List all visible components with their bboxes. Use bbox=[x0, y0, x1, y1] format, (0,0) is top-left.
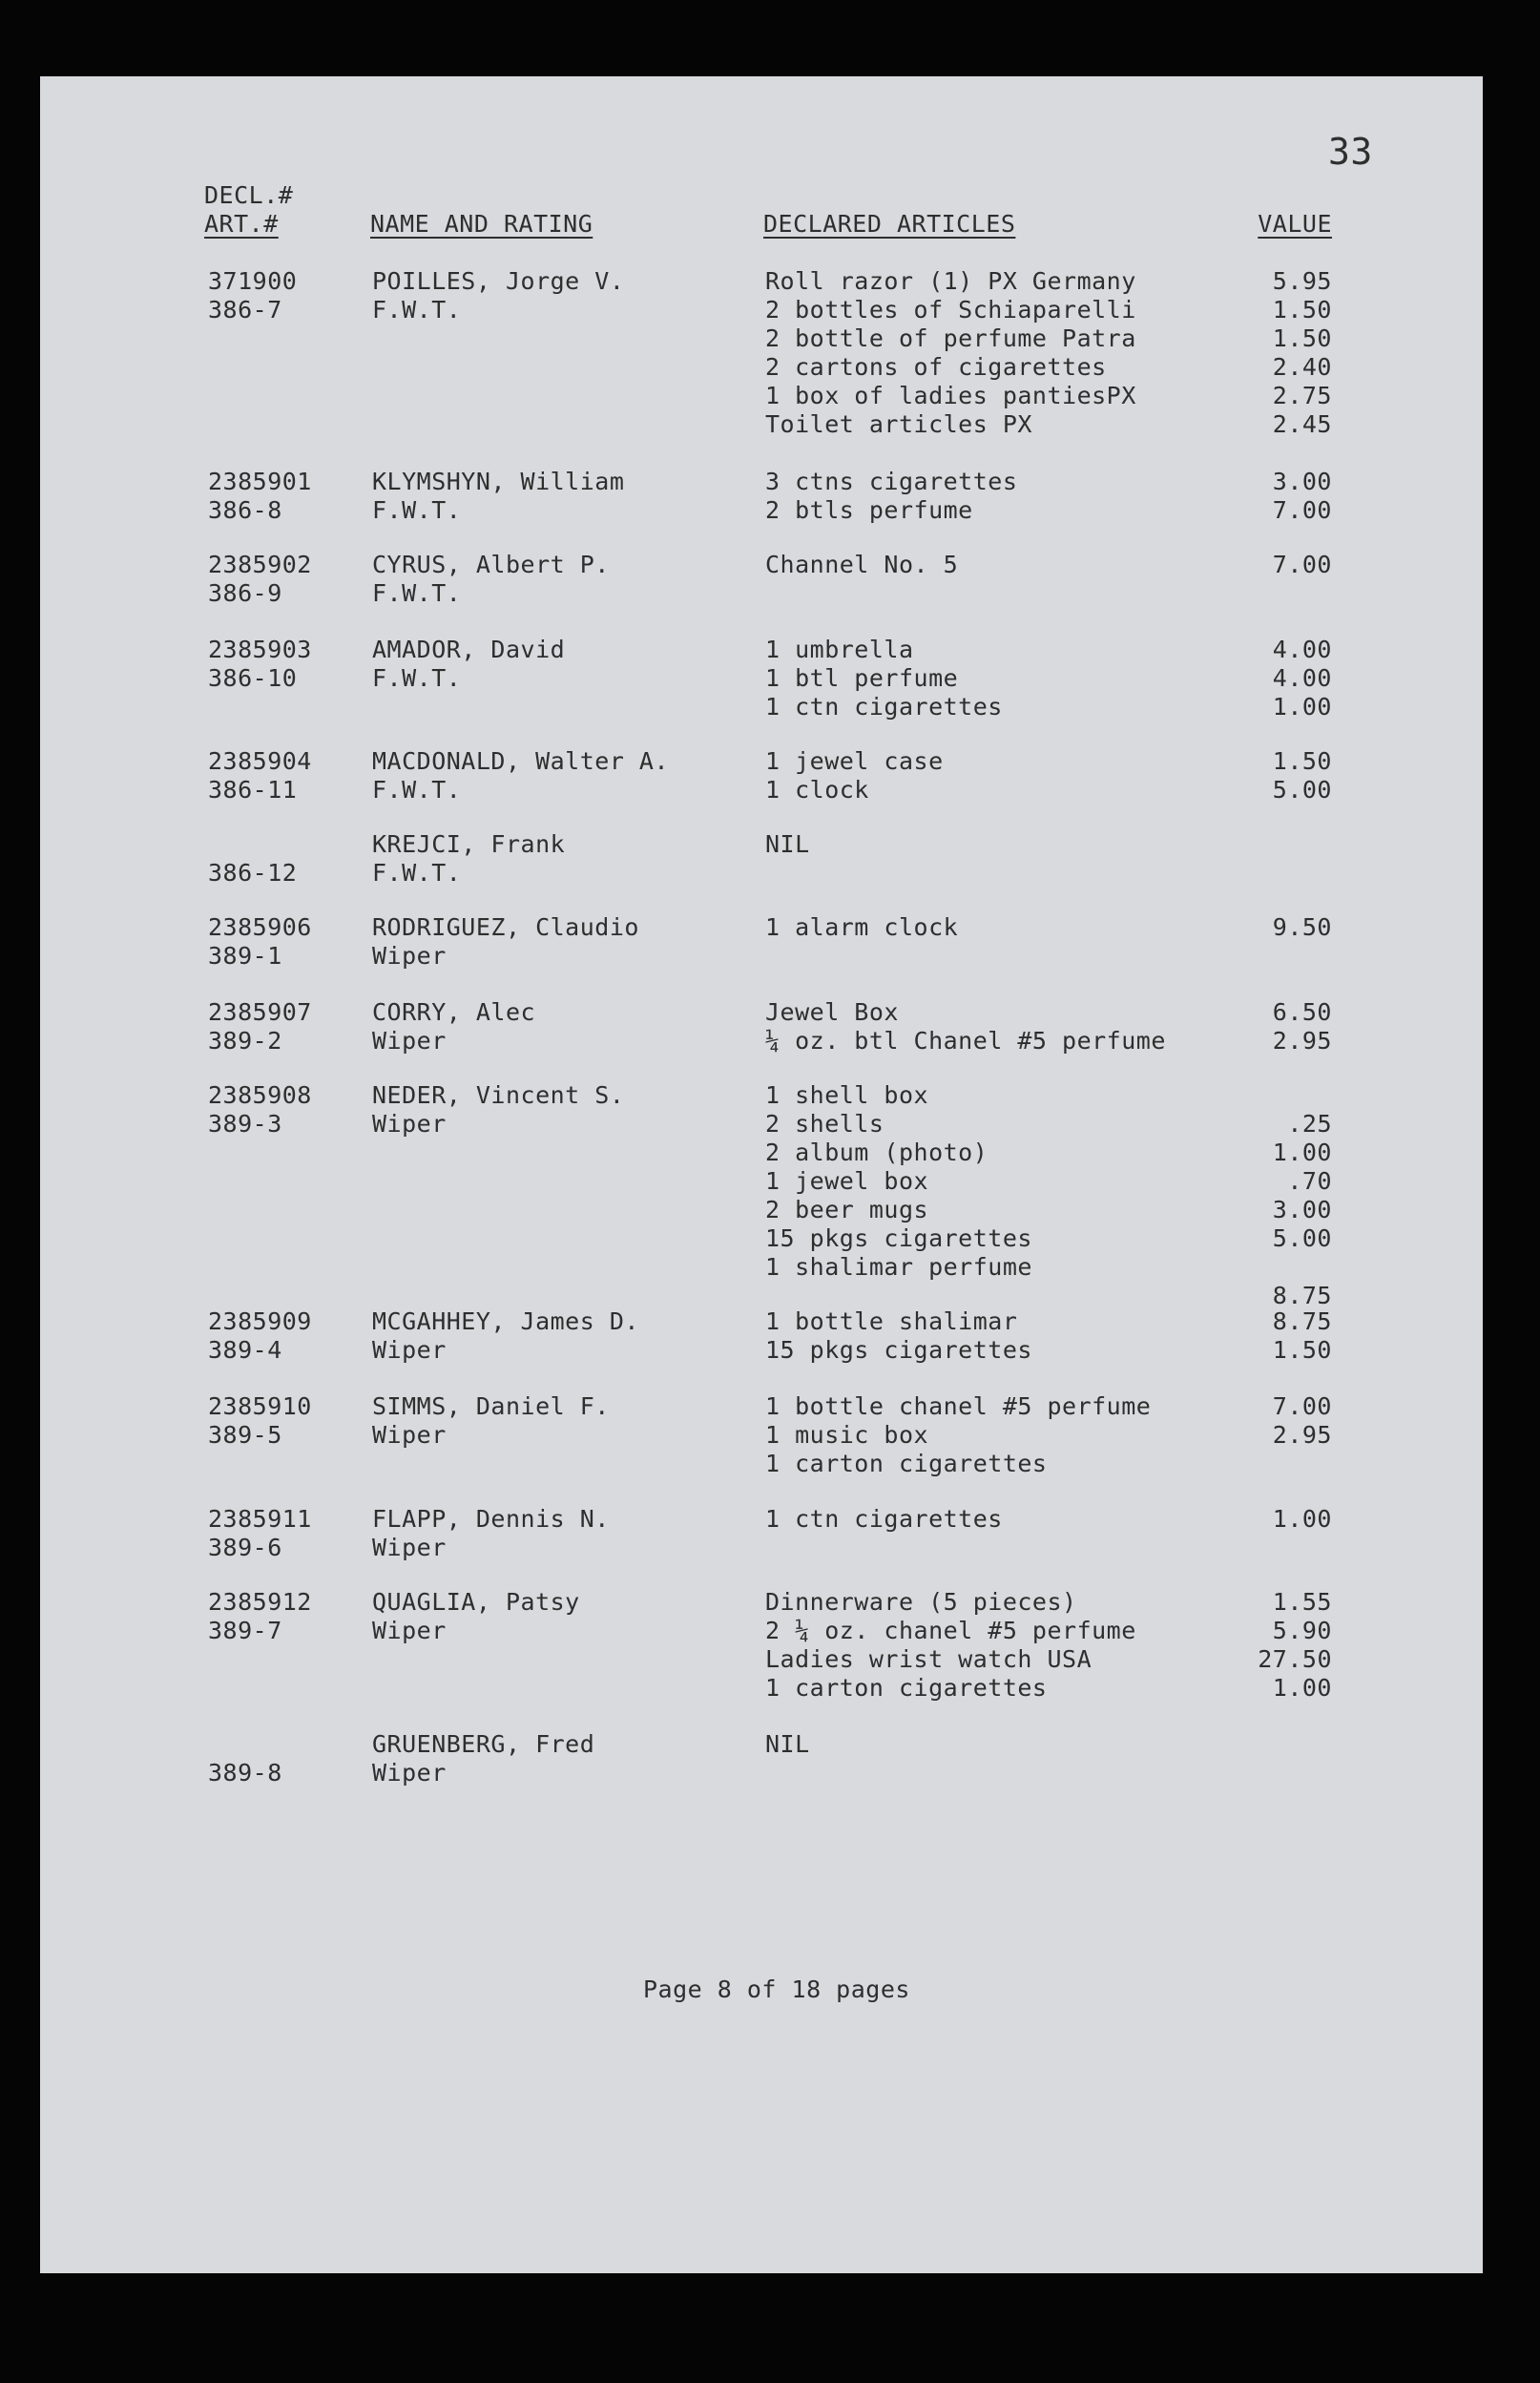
art-number: 389-1 bbox=[208, 942, 282, 970]
article-value: 1.00 bbox=[1272, 1674, 1332, 1702]
decl-number: 2385902 bbox=[208, 551, 312, 578]
article-line: 2 album (photo) bbox=[765, 1139, 989, 1166]
crew-rating: F.W.T. bbox=[372, 496, 462, 524]
article-line: NIL bbox=[765, 830, 810, 858]
article-value: 5.90 bbox=[1272, 1617, 1332, 1644]
crew-rating: Wiper bbox=[372, 942, 447, 970]
article-value: 2.45 bbox=[1272, 410, 1332, 438]
article-line: 1 jewel case bbox=[765, 747, 944, 775]
article-line: 2 btls perfume bbox=[765, 496, 973, 524]
article-value: 4.00 bbox=[1272, 664, 1332, 692]
art-number: 389-3 bbox=[208, 1110, 282, 1138]
header-art-label: ART.# bbox=[204, 210, 279, 238]
crew-name: SIMMS, Daniel F. bbox=[372, 1392, 610, 1420]
article-value: 1.50 bbox=[1272, 747, 1332, 775]
crew-rating: F.W.T. bbox=[372, 776, 462, 804]
article-value: 8.75 bbox=[1272, 1282, 1332, 1309]
crew-rating: Wiper bbox=[372, 1110, 447, 1138]
article-line: 2 bottle of perfume Patra bbox=[765, 324, 1136, 352]
article-line: 1 umbrella bbox=[765, 636, 914, 663]
article-value: 3.00 bbox=[1272, 468, 1332, 495]
crew-name: AMADOR, David bbox=[372, 636, 566, 663]
art-number: 389-4 bbox=[208, 1336, 282, 1364]
header-value-label: VALUE bbox=[1258, 210, 1332, 238]
crew-name: CYRUS, Albert P. bbox=[372, 551, 610, 578]
article-line: Dinnerware (5 pieces) bbox=[765, 1588, 1077, 1616]
decl-number: 2385912 bbox=[208, 1588, 312, 1616]
decl-number: 2385906 bbox=[208, 913, 312, 941]
art-number: 386-8 bbox=[208, 496, 282, 524]
art-number: 386-9 bbox=[208, 579, 282, 607]
decl-number: 2385904 bbox=[208, 747, 312, 775]
art-number: 386-12 bbox=[208, 859, 298, 887]
article-line: Toilet articles PX bbox=[765, 410, 1032, 438]
decl-number: 2385908 bbox=[208, 1081, 312, 1109]
article-value: 6.50 bbox=[1272, 998, 1332, 1026]
article-value: 2.40 bbox=[1272, 353, 1332, 381]
article-value: 3.00 bbox=[1272, 1196, 1332, 1223]
article-line: 1 carton cigarettes bbox=[765, 1450, 1048, 1477]
crew-rating: Wiper bbox=[372, 1027, 447, 1055]
article-value: 27.50 bbox=[1258, 1645, 1332, 1673]
crew-name: KLYMSHYN, William bbox=[372, 468, 625, 495]
decl-number: 2385907 bbox=[208, 998, 312, 1026]
page-number: 33 bbox=[1328, 131, 1373, 173]
crew-name: CORRY, Alec bbox=[372, 998, 536, 1026]
article-line: ¼ oz. btl Chanel #5 perfume bbox=[765, 1027, 1166, 1055]
article-line: 1 alarm clock bbox=[765, 913, 959, 941]
crew-name: MACDONALD, Walter A. bbox=[372, 747, 670, 775]
article-line: 3 ctns cigarettes bbox=[765, 468, 1018, 495]
crew-rating: Wiper bbox=[372, 1336, 447, 1364]
decl-number: 2385909 bbox=[208, 1307, 312, 1335]
article-line: Channel No. 5 bbox=[765, 551, 959, 578]
article-line: 1 btl perfume bbox=[765, 664, 959, 692]
crew-name: GRUENBERG, Fred bbox=[372, 1730, 595, 1758]
crew-rating: F.W.T. bbox=[372, 664, 462, 692]
decl-number: 2385901 bbox=[208, 468, 312, 495]
article-value: 8.75 bbox=[1272, 1307, 1332, 1335]
article-value: 1.00 bbox=[1272, 693, 1332, 721]
crew-name: MCGAHHEY, James D. bbox=[372, 1307, 639, 1335]
crew-rating: F.W.T. bbox=[372, 296, 462, 324]
article-value: 5.95 bbox=[1272, 267, 1332, 295]
article-value: 1.55 bbox=[1272, 1588, 1332, 1616]
decl-number: 2385910 bbox=[208, 1392, 312, 1420]
article-value: 2.75 bbox=[1272, 382, 1332, 409]
crew-name: RODRIGUEZ, Claudio bbox=[372, 913, 639, 941]
article-line: 2 bottles of Schiaparelli bbox=[765, 296, 1136, 324]
article-line: Jewel Box bbox=[765, 998, 899, 1026]
crew-name: POILLES, Jorge V. bbox=[372, 267, 625, 295]
header-articles-label: DECLARED ARTICLES bbox=[763, 210, 1016, 238]
art-number: 389-6 bbox=[208, 1534, 282, 1561]
article-value: 1.00 bbox=[1272, 1139, 1332, 1166]
art-number: 386-7 bbox=[208, 296, 282, 324]
decl-number: 2385903 bbox=[208, 636, 312, 663]
article-line: 1 bottle chanel #5 perfume bbox=[765, 1392, 1152, 1420]
article-value: 5.00 bbox=[1272, 1224, 1332, 1252]
document-page bbox=[40, 76, 1483, 2273]
article-line: 1 carton cigarettes bbox=[765, 1674, 1048, 1702]
article-value: 2.95 bbox=[1272, 1421, 1332, 1449]
header-decl-label: DECL.# bbox=[204, 181, 294, 209]
article-value: 1.50 bbox=[1272, 296, 1332, 324]
crew-rating: Wiper bbox=[372, 1759, 447, 1787]
article-line: 2 beer mugs bbox=[765, 1196, 929, 1223]
art-number: 389-8 bbox=[208, 1759, 282, 1787]
crew-rating: Wiper bbox=[372, 1617, 447, 1644]
crew-rating: Wiper bbox=[372, 1534, 447, 1561]
article-value: 4.00 bbox=[1272, 636, 1332, 663]
decl-number: 2385911 bbox=[208, 1505, 312, 1533]
article-line: 15 pkgs cigarettes bbox=[765, 1224, 1032, 1252]
article-line: Roll razor (1) PX Germany bbox=[765, 267, 1136, 295]
article-line: 15 pkgs cigarettes bbox=[765, 1336, 1032, 1364]
article-value: 1.00 bbox=[1272, 1505, 1332, 1533]
crew-name: QUAGLIA, Patsy bbox=[372, 1588, 580, 1616]
article-value: 7.00 bbox=[1272, 496, 1332, 524]
article-value: 9.50 bbox=[1272, 913, 1332, 941]
crew-name: FLAPP, Dennis N. bbox=[372, 1505, 610, 1533]
article-value: 7.00 bbox=[1272, 1392, 1332, 1420]
article-line: 1 shell box bbox=[765, 1081, 929, 1109]
article-value: 2.95 bbox=[1272, 1027, 1332, 1055]
article-value: 7.00 bbox=[1272, 551, 1332, 578]
crew-rating: Wiper bbox=[372, 1421, 447, 1449]
article-line: 1 box of ladies pantiesPX bbox=[765, 382, 1136, 409]
article-line: 2 cartons of cigarettes bbox=[765, 353, 1107, 381]
decl-number: 371900 bbox=[208, 267, 298, 295]
article-line: 1 bottle shalimar bbox=[765, 1307, 1018, 1335]
article-value: .70 bbox=[1287, 1167, 1332, 1195]
article-line: 1 clock bbox=[765, 776, 869, 804]
article-line: 1 ctn cigarettes bbox=[765, 1505, 1003, 1533]
crew-name: NEDER, Vincent S. bbox=[372, 1081, 625, 1109]
crew-rating: F.W.T. bbox=[372, 579, 462, 607]
article-value: 1.50 bbox=[1272, 1336, 1332, 1364]
article-line: 1 music box bbox=[765, 1421, 929, 1449]
article-line: 1 shalimar perfume bbox=[765, 1253, 1032, 1281]
art-number: 386-11 bbox=[208, 776, 298, 804]
article-line: NIL bbox=[765, 1730, 810, 1758]
crew-rating: F.W.T. bbox=[372, 859, 462, 887]
article-line: 2 ¼ oz. chanel #5 perfume bbox=[765, 1617, 1136, 1644]
article-value: 1.50 bbox=[1272, 324, 1332, 352]
article-value: .25 bbox=[1287, 1110, 1332, 1138]
art-number: 389-2 bbox=[208, 1027, 282, 1055]
article-line: 2 shells bbox=[765, 1110, 884, 1138]
header-name-label: NAME AND RATING bbox=[370, 210, 593, 238]
article-line: Ladies wrist watch USA bbox=[765, 1645, 1093, 1673]
article-line: 1 jewel box bbox=[765, 1167, 929, 1195]
art-number: 389-5 bbox=[208, 1421, 282, 1449]
article-value: 5.00 bbox=[1272, 776, 1332, 804]
art-number: 389-7 bbox=[208, 1617, 282, 1644]
page-footer: Page 8 of 18 pages bbox=[643, 1975, 910, 2003]
article-line: 1 ctn cigarettes bbox=[765, 693, 1003, 721]
art-number: 386-10 bbox=[208, 664, 298, 692]
crew-name: KREJCI, Frank bbox=[372, 830, 566, 858]
